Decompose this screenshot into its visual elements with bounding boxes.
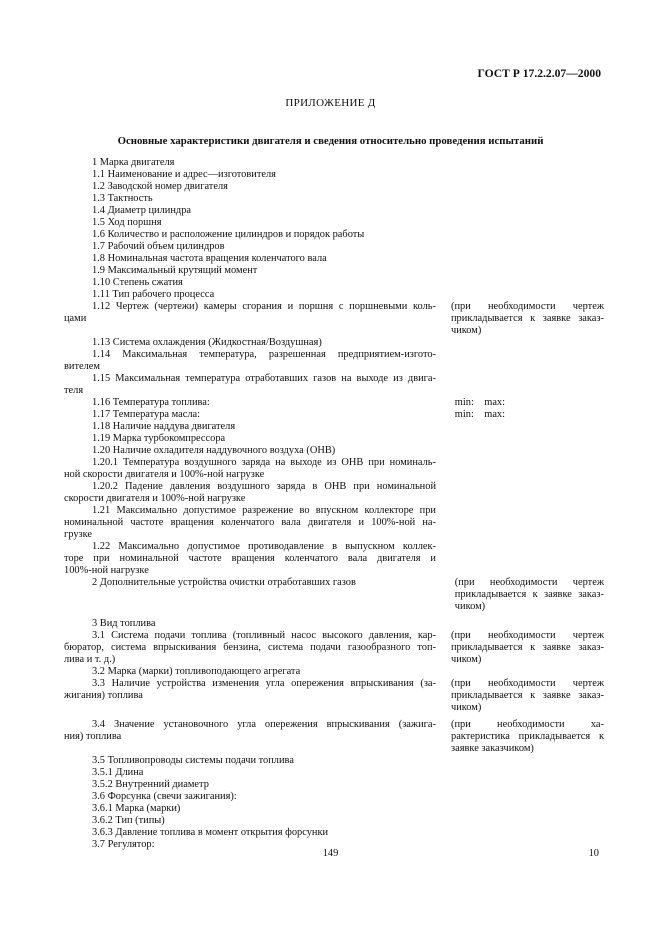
list-item: 3 Вид топлива xyxy=(92,618,156,629)
item-text: 1.12 Чертеж (чертежи) камеры сгорания и поршня с поршневыми коль- xyxy=(92,301,436,312)
side-note: (при необходимости чертеж прикладывается к заявке заказ- чиком) xyxy=(451,301,604,336)
list-item: 3.6.2 Тип (типы) xyxy=(92,815,165,826)
side-note: (при необходимости ха- рактеристика прикладывается к заявке заказчиком) xyxy=(451,719,604,754)
document-code: ГОСТ Р 17.2.2.07—2000 xyxy=(477,67,601,80)
list-item: 1.11 Тип рабочего процесса xyxy=(92,289,215,300)
list-item: 1.20.2 Падение давления воздушного заряда в ОНВ при номинальной скорости двигателя и 100%-ной нагрузке xyxy=(64,481,436,504)
section-heading: Основные характеристики двигателя и сведения относительно проведения испытаний xyxy=(117,135,544,147)
list-item: 1.8 Номинальная частота вращения коленчатого вала xyxy=(92,253,327,264)
list-item: 1.15 Максимальная температура отработавших газов на выходе из двига- теля xyxy=(64,373,436,396)
list-item: 1.13 Система охлаждения (Жидкостная/Воздушная) xyxy=(92,337,322,348)
list-item: 1.14 Максимальная температура, разрешенная предприятием-изгото- вителем xyxy=(64,349,436,372)
list-item xyxy=(64,301,604,337)
list-item: 1.3 Тактность xyxy=(92,193,153,204)
list-item: 3.5.2 Внутренний диаметр xyxy=(92,779,209,790)
list-item: 1.1 Наименование и адрес—изготовителя xyxy=(92,169,276,180)
list-item: 2 Дополнительные устройства очистки отработавших газов (при необходимости чертеж прикладывается к заявке заказ- чиком) xyxy=(92,577,604,612)
list-item: 1.2 Заводской номер двигателя xyxy=(92,181,228,192)
list-item: 1.22 Максимально допустимое противодавление в выпускном коллек- торе при номинальной частоте вращения коленчатого вала двигателя и 100%-ной нагрузке xyxy=(64,541,436,576)
list-item: 1.17 Температура масла: min: max: xyxy=(64,409,604,421)
list-item: 3.5.1 Длина xyxy=(92,767,144,778)
list-item: 1.16 Температура топлива: min: max: xyxy=(64,397,604,409)
list-item: 3.4 Значение установочного угла опережения впрыскивания (зажига- ния) топлива (при необходимости ха- рактеристика прикладывается к заявке заказчиком) xyxy=(64,719,604,754)
list-item: 3.2 Марка (марки) топливоподающего агрегата xyxy=(92,666,301,677)
side-note: (при необходимости чертеж прикладывается к заявке заказ- чиком) xyxy=(451,630,604,665)
list-item: 3.7 Регулятор: xyxy=(92,839,155,850)
list-item: 3.1 Система подачи топлива (топливный насос высокого давления, кар- бюратор, система впрыскивания бензина, система подачи газообразного топ- лива и т. д.) (при необходимости чертеж прикладывается к заявке заказ- чиком) xyxy=(64,630,604,665)
list-item: 1.7 Рабочий объем цилиндров xyxy=(92,241,225,252)
document-body xyxy=(64,157,604,851)
list-item: 1.18 Наличие наддува двигателя xyxy=(92,421,236,432)
list-item: 1.5 Ход поршня xyxy=(92,217,162,228)
side-note: (при необходимости чертеж прикладывается к заявке заказ- чиком) xyxy=(454,577,604,612)
page-number: 149 xyxy=(322,848,339,859)
list-item: 3.5 Топливопроводы системы подачи топлива xyxy=(92,755,294,766)
min-max-fields: min: max: xyxy=(454,409,506,420)
list-item: 1.19 Марка турбокомпрессора xyxy=(92,433,226,444)
list-item: 3.6 Форсунка (свечи зажигания): xyxy=(92,791,237,802)
appendix-title: ПРИЛОЖЕНИЕ Д xyxy=(285,97,376,109)
list-item: 1.20 Наличие охладителя наддувочного воздуха (ОНВ) xyxy=(92,445,336,456)
list-item: 1 Марка двигателя xyxy=(92,157,175,168)
list-item: 3.6.1 Марка (марки) xyxy=(92,803,181,814)
list-item: 1.10 Степень сжатия xyxy=(92,277,183,288)
list-item: 3.3 Наличие устройства изменения угла опережения впрыскивания (за- жигания) топлива (при необходимости чертеж прикладывается к заявке заказ- чиком) xyxy=(64,678,604,713)
list-item: 1.9 Максимальный крутящий момент xyxy=(92,265,258,276)
side-note: (при необходимости чертеж прикладывается к заявке заказ- чиком) xyxy=(451,678,604,713)
item-text: цами xyxy=(64,313,87,324)
min-max-fields: min: max: xyxy=(454,397,506,408)
list-item: 1.21 Максимально допустимое разрежение во впускном коллекторе при номинальной частоте вращения коленчатого вала двигателя и 100%-ной на- грузке xyxy=(64,505,436,540)
list-item: 1.20.1 Температура воздушного заряда на выходе из ОНВ при номиналь- ной скорости двигателя и 100%-ной нагрузке xyxy=(64,457,436,480)
list-item: 1.4 Диаметр цилиндра xyxy=(92,205,192,216)
sheet-number: 10 xyxy=(588,848,599,859)
list-item: 3.6.3 Давление топлива в момент открытия форсунки xyxy=(92,827,329,838)
list-item: 1.6 Количество и расположение цилиндров и порядок работы xyxy=(92,229,365,240)
